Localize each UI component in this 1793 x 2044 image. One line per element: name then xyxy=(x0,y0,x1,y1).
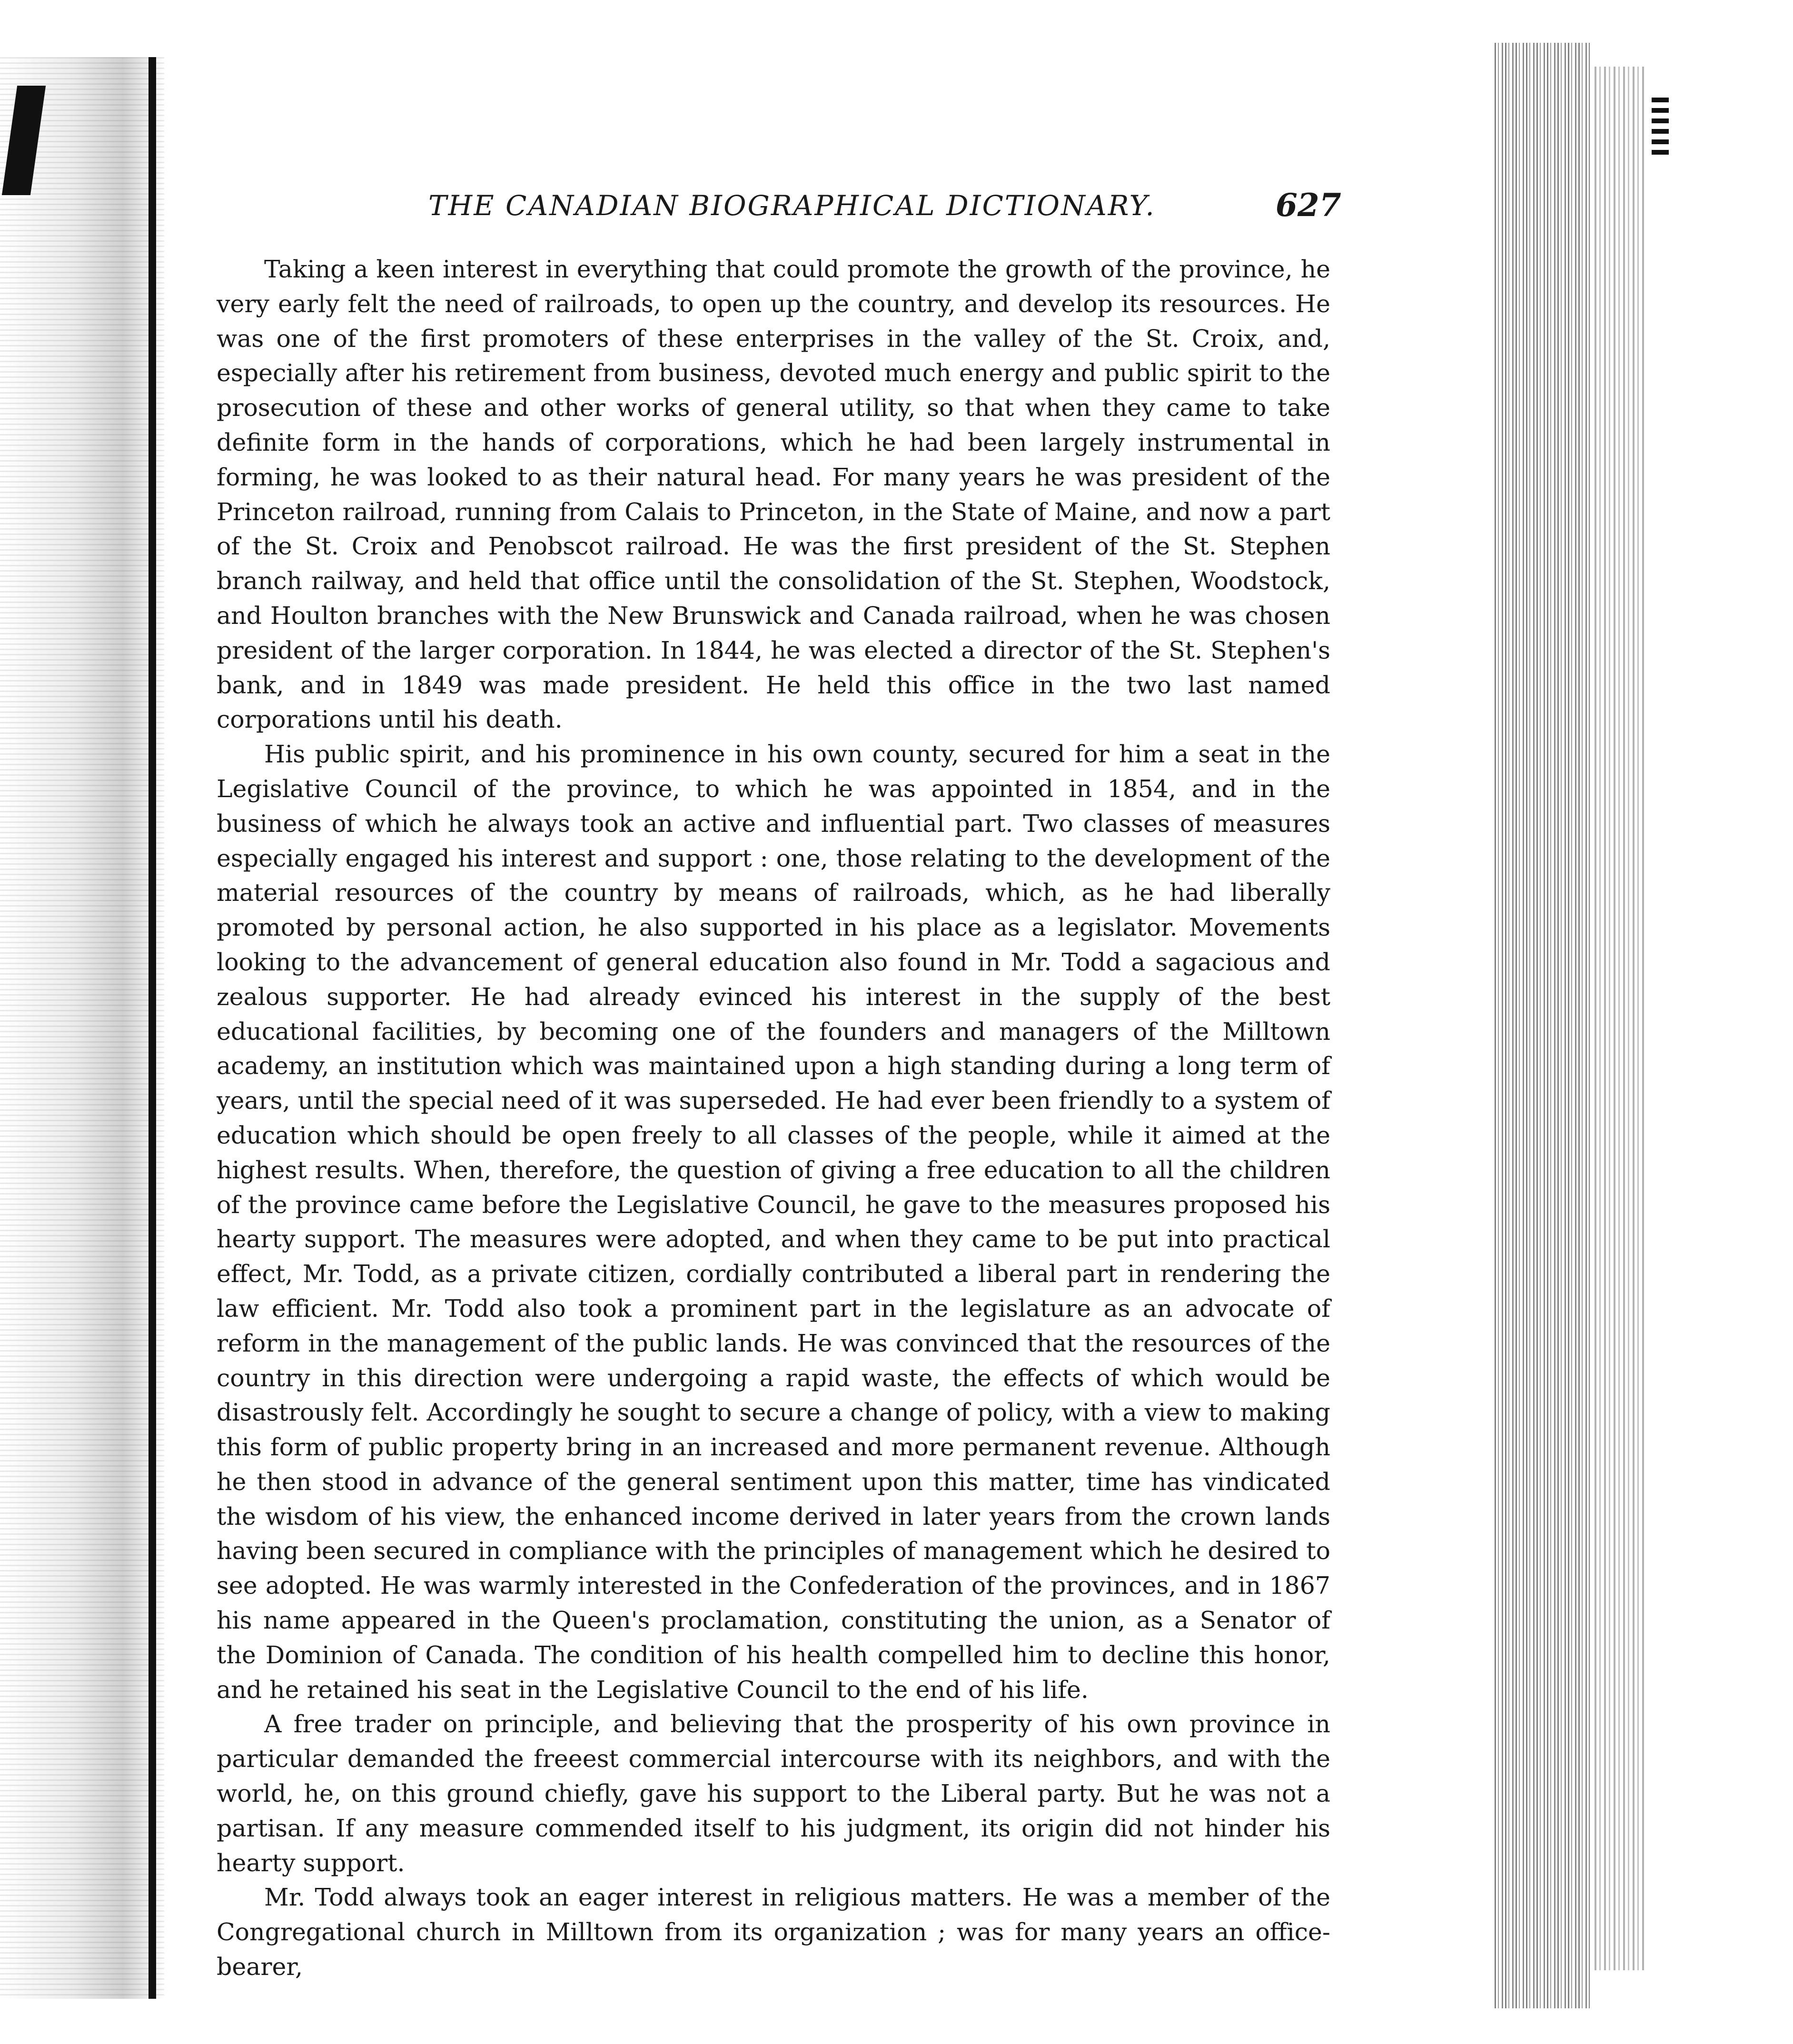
running-title: THE CANADIAN BIOGRAPHICAL DICTIONARY. xyxy=(428,189,1156,222)
right-page-stack-shadow xyxy=(1595,67,1647,1970)
left-binding-edge xyxy=(149,57,156,1999)
paragraph-railroads: Taking a keen interest in everything that could promote the growth of the province, he very early felt the need of railroads, to open up the country, and develop its resources. He was one of the first promoters of these enterprises in the valley of the St. Croix, and, especially after his retirement from business, devoted much energy and public spirit to the prosecution of these and other works of general utility, so that when they came to take definite form in the hands of corporations, which he had been largely instrumental in forming, he was looked to as their natural head. For many years he was president of the Princeton railroad, running from Calais to Princeton, in the State of Maine, and now a part of the St. Croix and Penobscot railroad. He was the first president of the St. Stephen branch railway, and held that office until the consolidation of the St. Stephen, Woodstock, and Houlton branches with the New Brunswick and Canada railroad, when he was chosen president of the larger corporation. In 1844, he was elected a director of the St. Stephen's bank, and in 1849 was made president. He held this office in the two last named corporations until his death. xyxy=(217,255,1330,734)
left-binding-shadow xyxy=(0,57,164,1999)
right-page-stack-edge xyxy=(1495,43,1590,2008)
paragraph-public-spirit: His public spirit, and his prominence in his own county, secured for him a seat in the Legislative Council of the province, to which he was appointed in 1854, and in the business of which he always took an active and influential part. Two classes of measures especially engaged his interest and support : one, those relating to the development of the material resources of the country by means of railroads, which, as he had liberally promoted by personal action, he also supported in his place as a legislator. Movements looking to the advancement of general education also found in Mr. Todd a sagacious and zealous supporter. He had already evinced his interest in the supply of the best educational facilities, by becoming one of the founders and managers of the Milltown academy, an institution which was maintained upon a high standing during a long term of years, until the special need of it was superseded. He had ever been friendly to a system of education which should be open freely to all classes of the people, while it aimed at the highest results. When, therefore, the question of giving a free education to all the children of the province came before the Legislative Council, he gave to the measures proposed his hearty support. The measures were adopted, and when they came to be put into practical effect, Mr. Todd, as a private citizen, cordially contributed a liberal part in rendering the law efficient. Mr. Todd also took a prominent part in the legislature as an advocate of reform in the management of the public lands. He was convinced that the resources of the country in this direction were undergoing a rapid waste, the effects of which would be disastrously felt. Accordingly he sought to secure a change of policy, with a view to making this form of public property bring in an increased and more permanent revenue. Although he then stood in advance of the general sentiment upon this matter, time has vindicated the wisdom of his view, the enhanced income derived in later years from the crown lands having been secured in compliance with the principles of management which he desired to see adopted. He was warmly interested in the Confederation of the provinces, and in 1867 his name appeared in the Queen's proclamation, constituting the union, as a Senator of the Dominion of Canada. The condition of his health compelled him to decline this honor, and he retained his seat in the Legislative Council to the end of his life. xyxy=(217,740,1330,1704)
paragraph-religious-matters: Mr. Todd always took an eager interest in religious matters. He was a member of the Congregational church in Milltown from its organization ; was for many years an office-bearer, xyxy=(217,1883,1330,1981)
text-column xyxy=(217,252,1330,1985)
right-edge-tab-mark xyxy=(1652,98,1669,159)
page-number: 627 xyxy=(1276,187,1341,224)
paragraph-free-trader: A free trader on principle, and believing that the prosperity of his own province in particular demanded the freeest commercial intercourse with its neighbors, and with the world, he, on this ground chiefly, gave his support to the Liberal party. But he was not a partisan. If any measure commended itself to his judgment, its origin did not hinder his hearty support. xyxy=(217,1710,1330,1877)
